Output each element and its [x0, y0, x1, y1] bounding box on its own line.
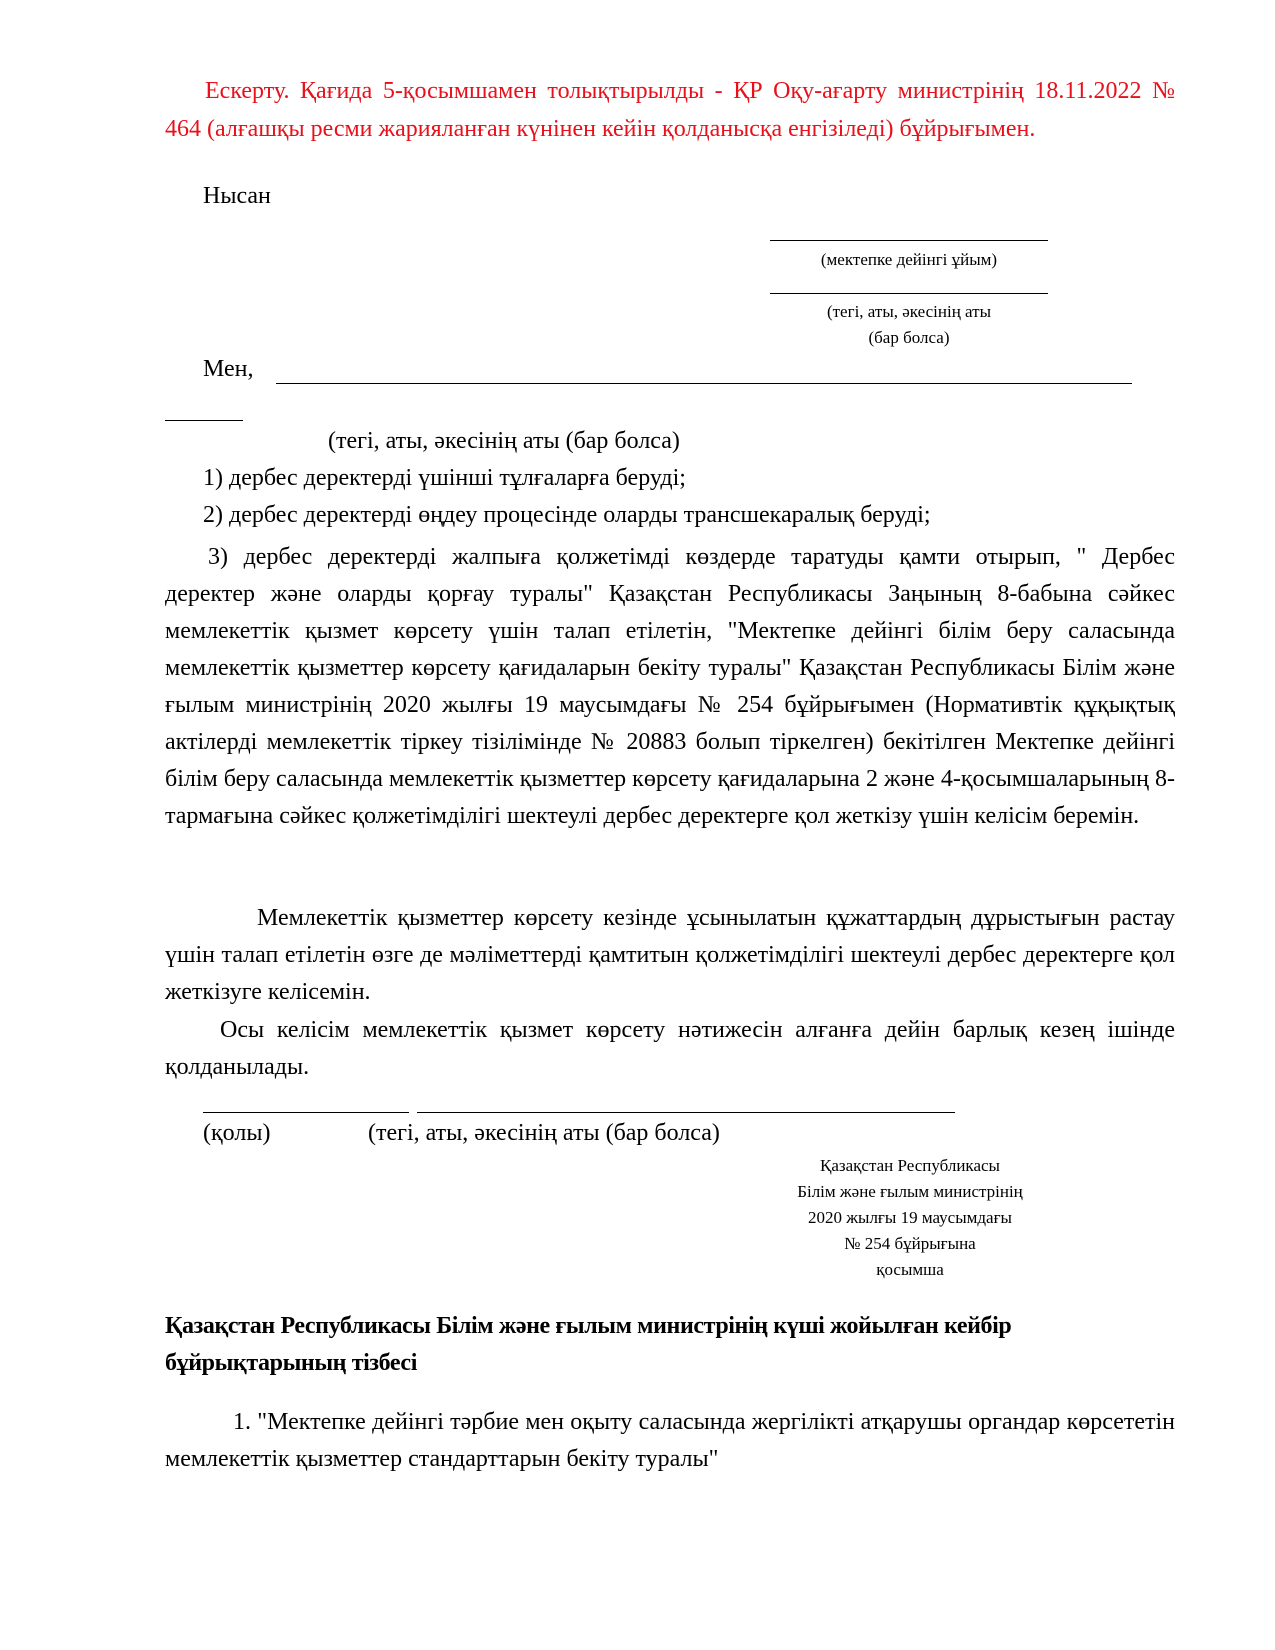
fullname-line-top[interactable] — [770, 293, 1048, 294]
declaration-lead: Мен, — [203, 356, 254, 382]
form-label: Нысан — [203, 183, 271, 209]
signature-line[interactable] — [203, 1112, 409, 1113]
appendix-ref-line-4: № 254 бұйрығына — [844, 1234, 976, 1253]
declarant-name-line[interactable] — [276, 383, 1132, 384]
signer-name-caption: (тегі, аты, әкесінің аты (бар болса) — [368, 1120, 720, 1146]
consent-item-1: 1) дербес деректерді үшінші тұлғаларға беруді; — [203, 465, 686, 491]
consent-item-2: 2) дербес деректерді өңдеу процесінде оларды трансшекаралық беруді; — [203, 502, 931, 528]
signature-caption: (қолы) — [203, 1120, 271, 1146]
declarant-name-line-cont[interactable] — [165, 420, 243, 421]
appendix-ref-line-5: қосымша — [876, 1260, 944, 1279]
appendix-ref-line-1: Қазақстан Республикасы — [820, 1156, 1000, 1175]
signer-name-line[interactable] — [417, 1112, 955, 1113]
amendment-note: Ескерту. Қағида 5-қосымшамен толықтырылды - ҚР Оқу-ағарту министрінің 18.11.2022 № 464 (алғашқы ресми жарияланған күнінен кейін қолданысқа енгізіледі) бұйрығымен. — [165, 78, 1175, 142]
fullname-caption-top: (тегі, аты, әкесінің аты — [826, 302, 992, 321]
list-item-1: 1. "Мектепке дейінгі тәрбие мен оқыту саласында жергілікті атқарушы органдар көрсететін мемлекеттік қызметтер стандарттарын бекіту туралы" — [165, 1409, 1175, 1472]
declarant-name-caption: (тегі, аты, әкесінің аты (бар болса) — [328, 428, 680, 454]
appendix-ref-line-2: Білім және ғылым министрінің — [797, 1182, 1023, 1201]
consent-item-3: 3) дербес деректерді жалпыға қолжетімді көздерде таратуды қамти отырып, " Дербес деректер және оларды қорғау туралы" Қазақстан Республикасы Заңының 8-бабына сәйкес мемлекеттік қызмет көрсету үшін талап етілетін, "Мектепке дейінгі білім беру саласында мемлекеттік қызметтер көрсету қағидаларын бекіту туралы" Қазақстан Республикасы Білім және ғылым министрінің 2020 жылғы 19 маусымдағы № 254 бұйрығымен (Нормативтік құқықтық актілерді мемлекеттік тіркеу тізілімінде № 20883 болып тіркелген) бекітілген Мектепке дейінгі білім беру саласында мемлекеттік қызметтер көрсету қағидаларына 2 және 4-қосымшаларының 8-тармағына сәйкес қолжетімділігі шектеулі дербес деректерге қол жеткізу үшін келісім беремін. — [165, 544, 1175, 829]
consent-paragraph-2: Мемлекеттік қызметтер көрсету кезінде ұсынылатын құжаттардың дұрыстығын растау үшін талап етілетін өзге де мәліметтерді қамтитын қолжетімділігі шектеулі дербес деректерге қол жеткізуге келісемін. — [165, 905, 1175, 1005]
consent-paragraph-3: Осы келісім мемлекеттік қызмет көрсету нәтижесін алғанға дейін барлық кезең ішінде қолданылады. — [165, 1017, 1175, 1080]
fullname-caption-top-optional: (бар болса) — [868, 328, 950, 347]
organization-caption: (мектепке дейінгі ұйым) — [820, 250, 998, 269]
appendix-ref-line-3: 2020 жылғы 19 маусымдағы — [808, 1208, 1012, 1227]
organization-line[interactable] — [770, 240, 1048, 241]
list-title: Қазақстан Республикасы Білім және ғылым министрінің күші жойылған кейбір бұйрықтарының тізбесі — [165, 1313, 1012, 1376]
